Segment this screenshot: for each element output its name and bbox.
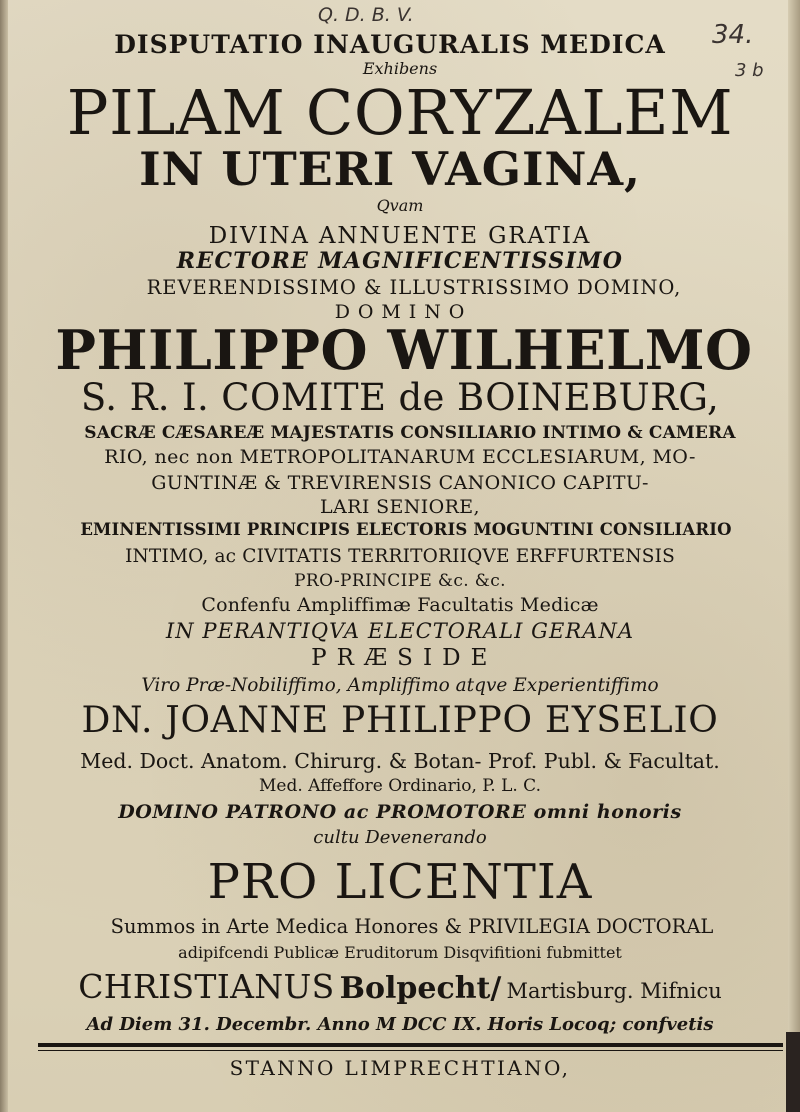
divina-line: DIVINA ANNUENTE GRATIA <box>208 223 592 249</box>
reverendissimo-line: REVERENDISSIMO & ILLUSTRISSIMO DOMINO, <box>146 276 682 299</box>
pro-principe-line: PRO-PRINCIPE &c. &c. <box>294 571 506 591</box>
imprint-rule <box>38 1043 783 1047</box>
summos-line: Summos in Arte Medica Honores & PRIVILEGIA DOCTORAL <box>110 915 714 938</box>
adipiscendi-line: adipifcendi Publicæ Eruditorum Disqvifitioni fubmittet <box>178 943 622 962</box>
praeside-line: P R Æ S I D E <box>311 645 489 671</box>
sacrae-line: SACRÆ CÆSAREÆ MAJESTATIS CONSILIARIO INTIMO & CAMERA <box>84 423 736 443</box>
handwritten-number: 34. <box>712 20 754 50</box>
rectore-line: RECTORE MAGNIFICENTISSIMO <box>176 248 624 274</box>
handwritten-mark: 3 b <box>735 60 764 81</box>
respondent-line <box>0 967 800 1006</box>
pro-licentia: PRO LICENTIA <box>207 854 593 910</box>
eyselio-name: DN. JOANNE PHILIPPO EYSELIO <box>81 700 719 741</box>
philippo-wilhelmo: PHILIPPO WILHELMO <box>55 318 753 382</box>
respondent-firstname: CHRISTIANUS <box>78 967 335 1006</box>
consensu-line: Confenfu Ampliffimæ Facultatis Medicæ <box>201 594 599 616</box>
date-line: Ad Diem 31. Decembr. Anno M DCC IX. Horis Locoq; confvetis <box>86 1014 714 1035</box>
med-doct-line: Med. Doct. Anatom. Chirurg. & Botan- Prof. Publ. & Facultat. <box>80 749 720 773</box>
patrono-line: DOMINO PATRONO ac PROMOTORE omni honoris <box>118 801 682 823</box>
intimo-line: INTIMO, ac CIVITATIS TERRITORIIQVE ERFFURTENSIS <box>125 546 675 567</box>
comite-boineburg: S. R. I. COMITE de BOINEBURG, <box>80 376 720 419</box>
assessore-line: Med. Affeffore Ordinario, P. L. C. <box>259 776 541 796</box>
handwritten-letters: Q. D. B. V. <box>318 4 414 26</box>
printer-imprint: STANNO LIMPRECHTIANO, <box>229 1056 571 1080</box>
respondent-origin: Martisburg. Mifnicu <box>506 979 722 1003</box>
main-title-uteri: IN UTERI VAGINA, <box>139 142 641 196</box>
exhibens-line: Exhibens <box>362 59 438 78</box>
domino-line: D O M I N O <box>334 301 466 323</box>
main-title-pilam: PILAM CORYZALEM <box>66 76 734 149</box>
metropolitanarum-line: RIO, nec non METROPOLITANARUM ECCLESIARUM, MO- <box>104 446 696 468</box>
qvam-line: Qvam <box>376 196 424 215</box>
eminentissimi-line: EMINENTISSIMI PRINCIPIS ELECTORIS MOGUNTINI CONSILIARIO <box>80 520 732 539</box>
imprint-rule-thin <box>38 1050 783 1051</box>
guntinae-line: GUNTINÆ & TREVIRENSIS CANONICO CAPITU- <box>151 472 649 494</box>
seniore-line: LARI SENIORE, <box>320 496 480 518</box>
disputatio-heading: DISPUTATIO INAUGURALIS MEDICA <box>114 30 666 59</box>
devenerando-line: cultu Devenerando <box>313 827 487 848</box>
viro-line: Viro Præ-Nobiliffimo, Ampliffimo atqve Experientiffimo <box>141 675 659 696</box>
perantiqva-line: IN PERANTIQVA ELECTORALI GERANA <box>165 619 635 643</box>
respondent-surname: Bolpecht/ <box>339 971 502 1006</box>
